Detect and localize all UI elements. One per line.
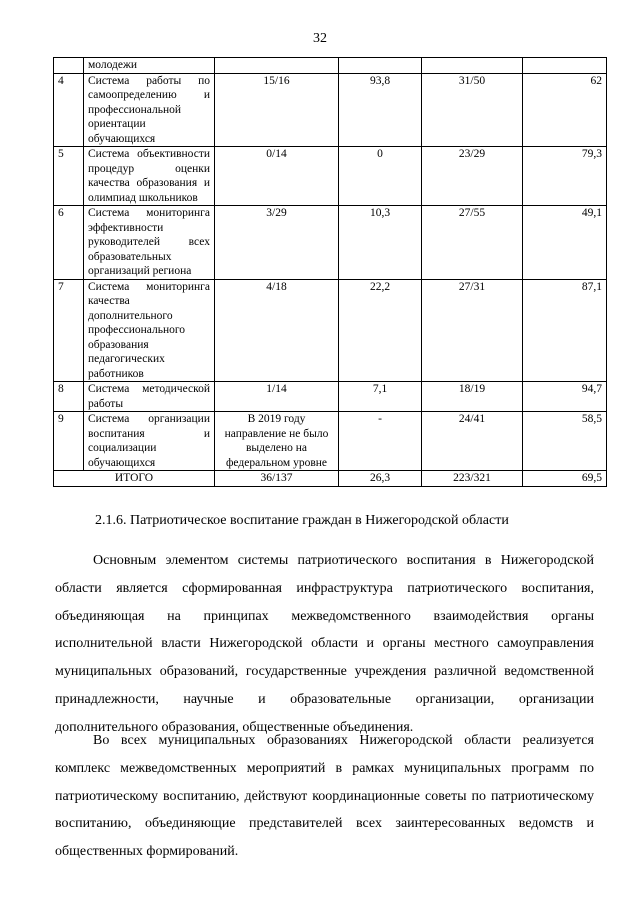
row-number: 9 — [54, 412, 84, 471]
cell-value — [339, 58, 422, 74]
cell-value: 1/14 — [215, 382, 339, 412]
cell-value: 7,1 — [339, 382, 422, 412]
cell-value: 3/29 — [215, 206, 339, 280]
row-number: 6 — [54, 206, 84, 280]
table-row — [54, 58, 607, 74]
row-name: Система объективности процедур оценки качества образования и олимпиад школьников — [84, 147, 215, 206]
cell-value: 23/29 — [422, 147, 523, 206]
table-row — [54, 73, 607, 147]
cell-value: 10,3 — [339, 206, 422, 280]
row-name: Система мониторинга эффективности руководителей всех образовательных организаций региона — [84, 206, 215, 280]
table-total-row — [54, 471, 607, 487]
row-name: Система работы по самоопределению и профессиональной ориентации обучающихся — [84, 73, 215, 147]
cell-value: 0 — [339, 147, 422, 206]
row-name: Система организации воспитания и социализации обучающихся — [84, 412, 215, 471]
cell-value: 24/41 — [422, 412, 523, 471]
table-row — [54, 382, 607, 412]
row-number: 4 — [54, 73, 84, 147]
section-heading: 2.1.6. Патриотическое воспитание граждан в Нижегородской области — [95, 513, 509, 528]
cell-value: 27/55 — [422, 206, 523, 280]
page-number: 32 — [313, 31, 327, 46]
cell-value: 22,2 — [339, 279, 422, 382]
cell-value: 87,1 — [523, 279, 607, 382]
total-value: 26,3 — [339, 471, 422, 487]
cell-value: 93,8 — [339, 73, 422, 147]
cell-value: В 2019 году направление не было выделено на федеральном уровне — [215, 412, 339, 471]
paragraph: Во всех муниципальных образованиях Нижегородской области реализуется комплекс межведомственных мероприятий в рамках муниципальных программ по патриотическому воспитанию, действуют координационные советы по патриотическому воспитанию, объединяющие представителей всех заинтересованных ведомств и общественных формирований. — [55, 733, 594, 860]
statistics-table — [53, 57, 607, 487]
cell-value: 4/18 — [215, 279, 339, 382]
row-number — [54, 58, 84, 74]
cell-value: 27/31 — [422, 279, 523, 382]
table-row — [54, 147, 607, 206]
row-number: 5 — [54, 147, 84, 206]
cell-value: 94,7 — [523, 382, 607, 412]
cell-value: - — [339, 412, 422, 471]
paragraph: Основным элементом системы патриотического воспитания в Нижегородской области является сформированная инфраструктура патриотического воспитания, объединяющая на принципах межведомственного взаимодействия органы исполнительной власти Нижегородской области и органы местного самоуправления муниципальных образований, государственные учреждения различной ведомственной принадлежности, научные и образовательные организации, организации дополнительного образования, общественные объединения. — [55, 553, 594, 735]
row-number: 8 — [54, 382, 84, 412]
cell-value: 31/50 — [422, 73, 523, 147]
table-row — [54, 412, 607, 471]
row-name: Система мониторинга качества дополнительного профессионального образования педагогических работников — [84, 279, 215, 382]
cell-value: 49,1 — [523, 206, 607, 280]
table-row — [54, 279, 607, 382]
cell-value — [215, 58, 339, 74]
cell-value: 0/14 — [215, 147, 339, 206]
total-value: 69,5 — [523, 471, 607, 487]
table-row — [54, 206, 607, 280]
row-number: 7 — [54, 279, 84, 382]
total-value: 223/321 — [422, 471, 523, 487]
cell-value: 58,5 — [523, 412, 607, 471]
row-name: молодежи — [84, 58, 215, 74]
cell-value: 15/16 — [215, 73, 339, 147]
cell-value: 62 — [523, 73, 607, 147]
total-value: 36/137 — [215, 471, 339, 487]
total-label: ИТОГО — [54, 471, 215, 487]
row-name: Система методической работы — [84, 382, 215, 412]
cell-value — [523, 58, 607, 74]
cell-value: 79,3 — [523, 147, 607, 206]
cell-value: 18/19 — [422, 382, 523, 412]
cell-value — [422, 58, 523, 74]
